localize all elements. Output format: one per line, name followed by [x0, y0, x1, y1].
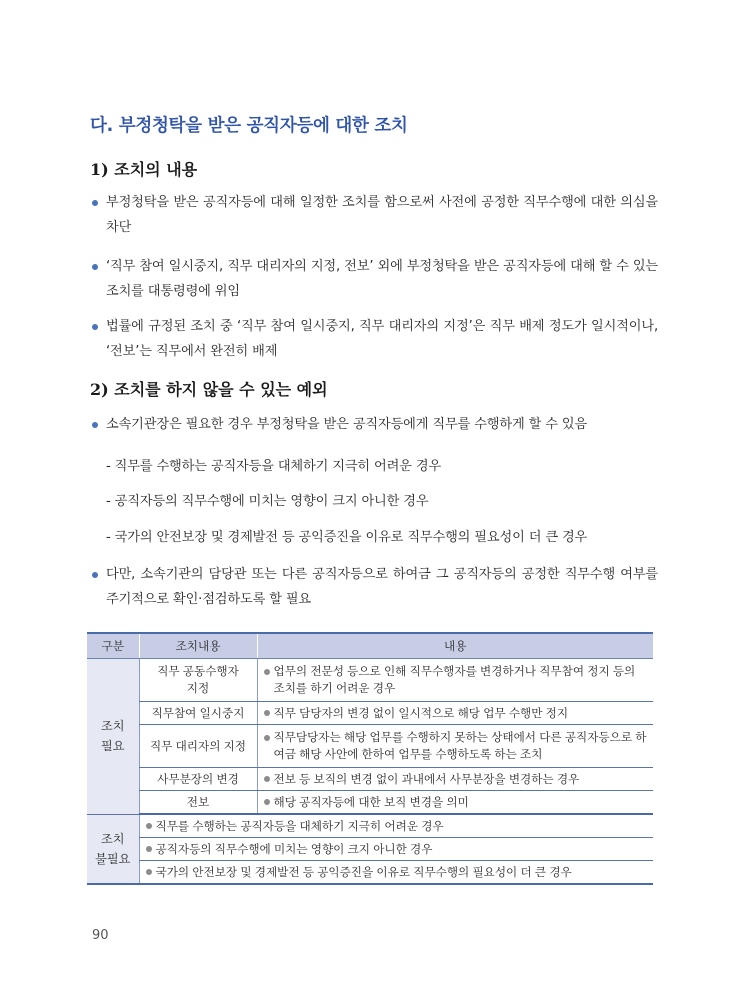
- content-text: 업무의 전문성 등으로 인해 직무수행자를 변경하거나 직무참여 정지 등의 조치를 하기 어려운 경우: [273, 665, 636, 695]
- table-header-row: [87, 633, 653, 659]
- table-row: [87, 861, 653, 885]
- section-title: 다. 부정청탁을 받은 공직자등에 대한 조치: [90, 116, 408, 136]
- list-item: [92, 190, 658, 240]
- bullet-icon: [92, 572, 98, 578]
- header-content: 내용: [257, 633, 653, 659]
- table-row: [87, 814, 653, 838]
- bullet-icon: [264, 776, 270, 782]
- bullet-text: ‘직무 참여 일시중지, 직무 대리자의 지정, 전보’ 외에 부정청탁을 받은 공직자등에 대해 할 수 있는 조치를 대통령령에 위임: [106, 259, 658, 299]
- group-label-not-required: 조치 불필요: [87, 814, 139, 884]
- bullet-icon: [92, 264, 98, 270]
- bullet-text: 법률에 규정된 조치 중 ‘직무 참여 일시중지, 직무 대리자의 지정’은 직무 배제 정도가 일시적이나, ‘전보’는 직무에서 완전히 배제: [106, 319, 658, 359]
- subsection-title-2: 2) 조치를 하지 않을 수 있는 예외: [90, 380, 328, 399]
- content-cell: [257, 791, 653, 815]
- dash-item: - 공직자등의 직무수행에 미치는 영향이 크지 아니한 경우: [106, 494, 429, 509]
- measure-cell: 전보: [139, 791, 257, 815]
- bullet-icon: [146, 823, 152, 829]
- subsection-title-1: 1) 조치의 내용: [90, 160, 198, 179]
- content-cell: [257, 725, 653, 768]
- list-item: [92, 562, 658, 612]
- measure-cell: 사무분장의 변경: [139, 768, 257, 791]
- content-text: 공직자등의 직무수행에 미치는 영향이 크지 아니한 경우: [155, 842, 433, 856]
- content-text: 직무 담당자의 변경 없이 일시적으로 해당 업무 수행만 정지: [273, 706, 569, 720]
- bullet-text: 부정청탁을 받은 공직자등에 대해 일정한 조치를 함으로써 사전에 공정한 직무수행에 대한 의심을 차단: [106, 195, 658, 235]
- list-item: [92, 412, 658, 437]
- measure-cell: 직무 공동수행자 지정: [139, 659, 257, 702]
- content-text: 직무를 수행하는 공직자등을 대체하기 지극히 어려운 경우: [155, 819, 444, 833]
- measure-cell: 직무 대리자의 지정: [139, 725, 257, 768]
- header-category: 구분: [87, 633, 139, 659]
- group-label-required: 조치 필요: [87, 659, 139, 815]
- bullet-icon: [92, 422, 98, 428]
- content-cell: [257, 659, 653, 702]
- dash-item: - 국가의 안전보장 및 경제발전 등 공익증진을 이유로 직무수행의 필요성이 더 큰 경우: [106, 530, 588, 545]
- bullet-icon: [146, 869, 152, 875]
- content-text: 해당 공직자등에 대한 보직 변경을 의미: [273, 795, 469, 809]
- bullet-icon: [92, 200, 98, 206]
- content-cell: [257, 702, 653, 725]
- list-item: [92, 254, 658, 304]
- table-row: [87, 791, 653, 815]
- header-measure: 조치내용: [139, 633, 257, 659]
- bullet-text: 소속기관장은 필요한 경우 부정청탁을 받은 공직자등에게 직무를 수행하게 할 수 있음: [106, 417, 588, 432]
- table-row: [87, 768, 653, 791]
- bullet-text: 다만, 소속기관의 담당관 또는 다른 공직자등으로 하여금 그 공직자등의 공정한 직무수행 여부를 주기적으로 확인·점검하도록 할 필요: [106, 567, 658, 607]
- content-cell: [139, 814, 653, 838]
- bullet-icon: [264, 799, 270, 805]
- bullet-icon: [264, 710, 270, 716]
- content-cell: [257, 768, 653, 791]
- table-row: [87, 659, 653, 702]
- content-text: 국가의 안전보장 및 경제발전 등 공익증진을 이유로 직무수행의 필요성이 더 큰 경우: [155, 865, 572, 879]
- content-cell: [139, 861, 653, 885]
- page-number: 90: [92, 928, 109, 943]
- content-cell: [139, 838, 653, 861]
- table-row: [87, 838, 653, 861]
- bullet-icon: [92, 324, 98, 330]
- measure-cell: 직무참여 일시중지: [139, 702, 257, 725]
- bullet-icon: [264, 669, 270, 675]
- bullet-icon: [264, 735, 270, 741]
- content-text: 전보 등 보직의 변경 없이 과내에서 사무분장을 변경하는 경우: [273, 772, 580, 786]
- list-item: [92, 314, 658, 364]
- bullet-icon: [146, 846, 152, 852]
- table-row: [87, 702, 653, 725]
- table-row: [87, 725, 653, 768]
- content-text: 직무담당자는 해당 업무를 수행하지 못하는 상태에서 다른 공직자등으로 하여금 해당 사안에 한하여 업무를 수행하도록 하는 조치: [273, 731, 647, 761]
- measures-table: [87, 632, 653, 885]
- dash-item: - 직무를 수행하는 공직자등을 대체하기 지극히 어려운 경우: [106, 459, 442, 474]
